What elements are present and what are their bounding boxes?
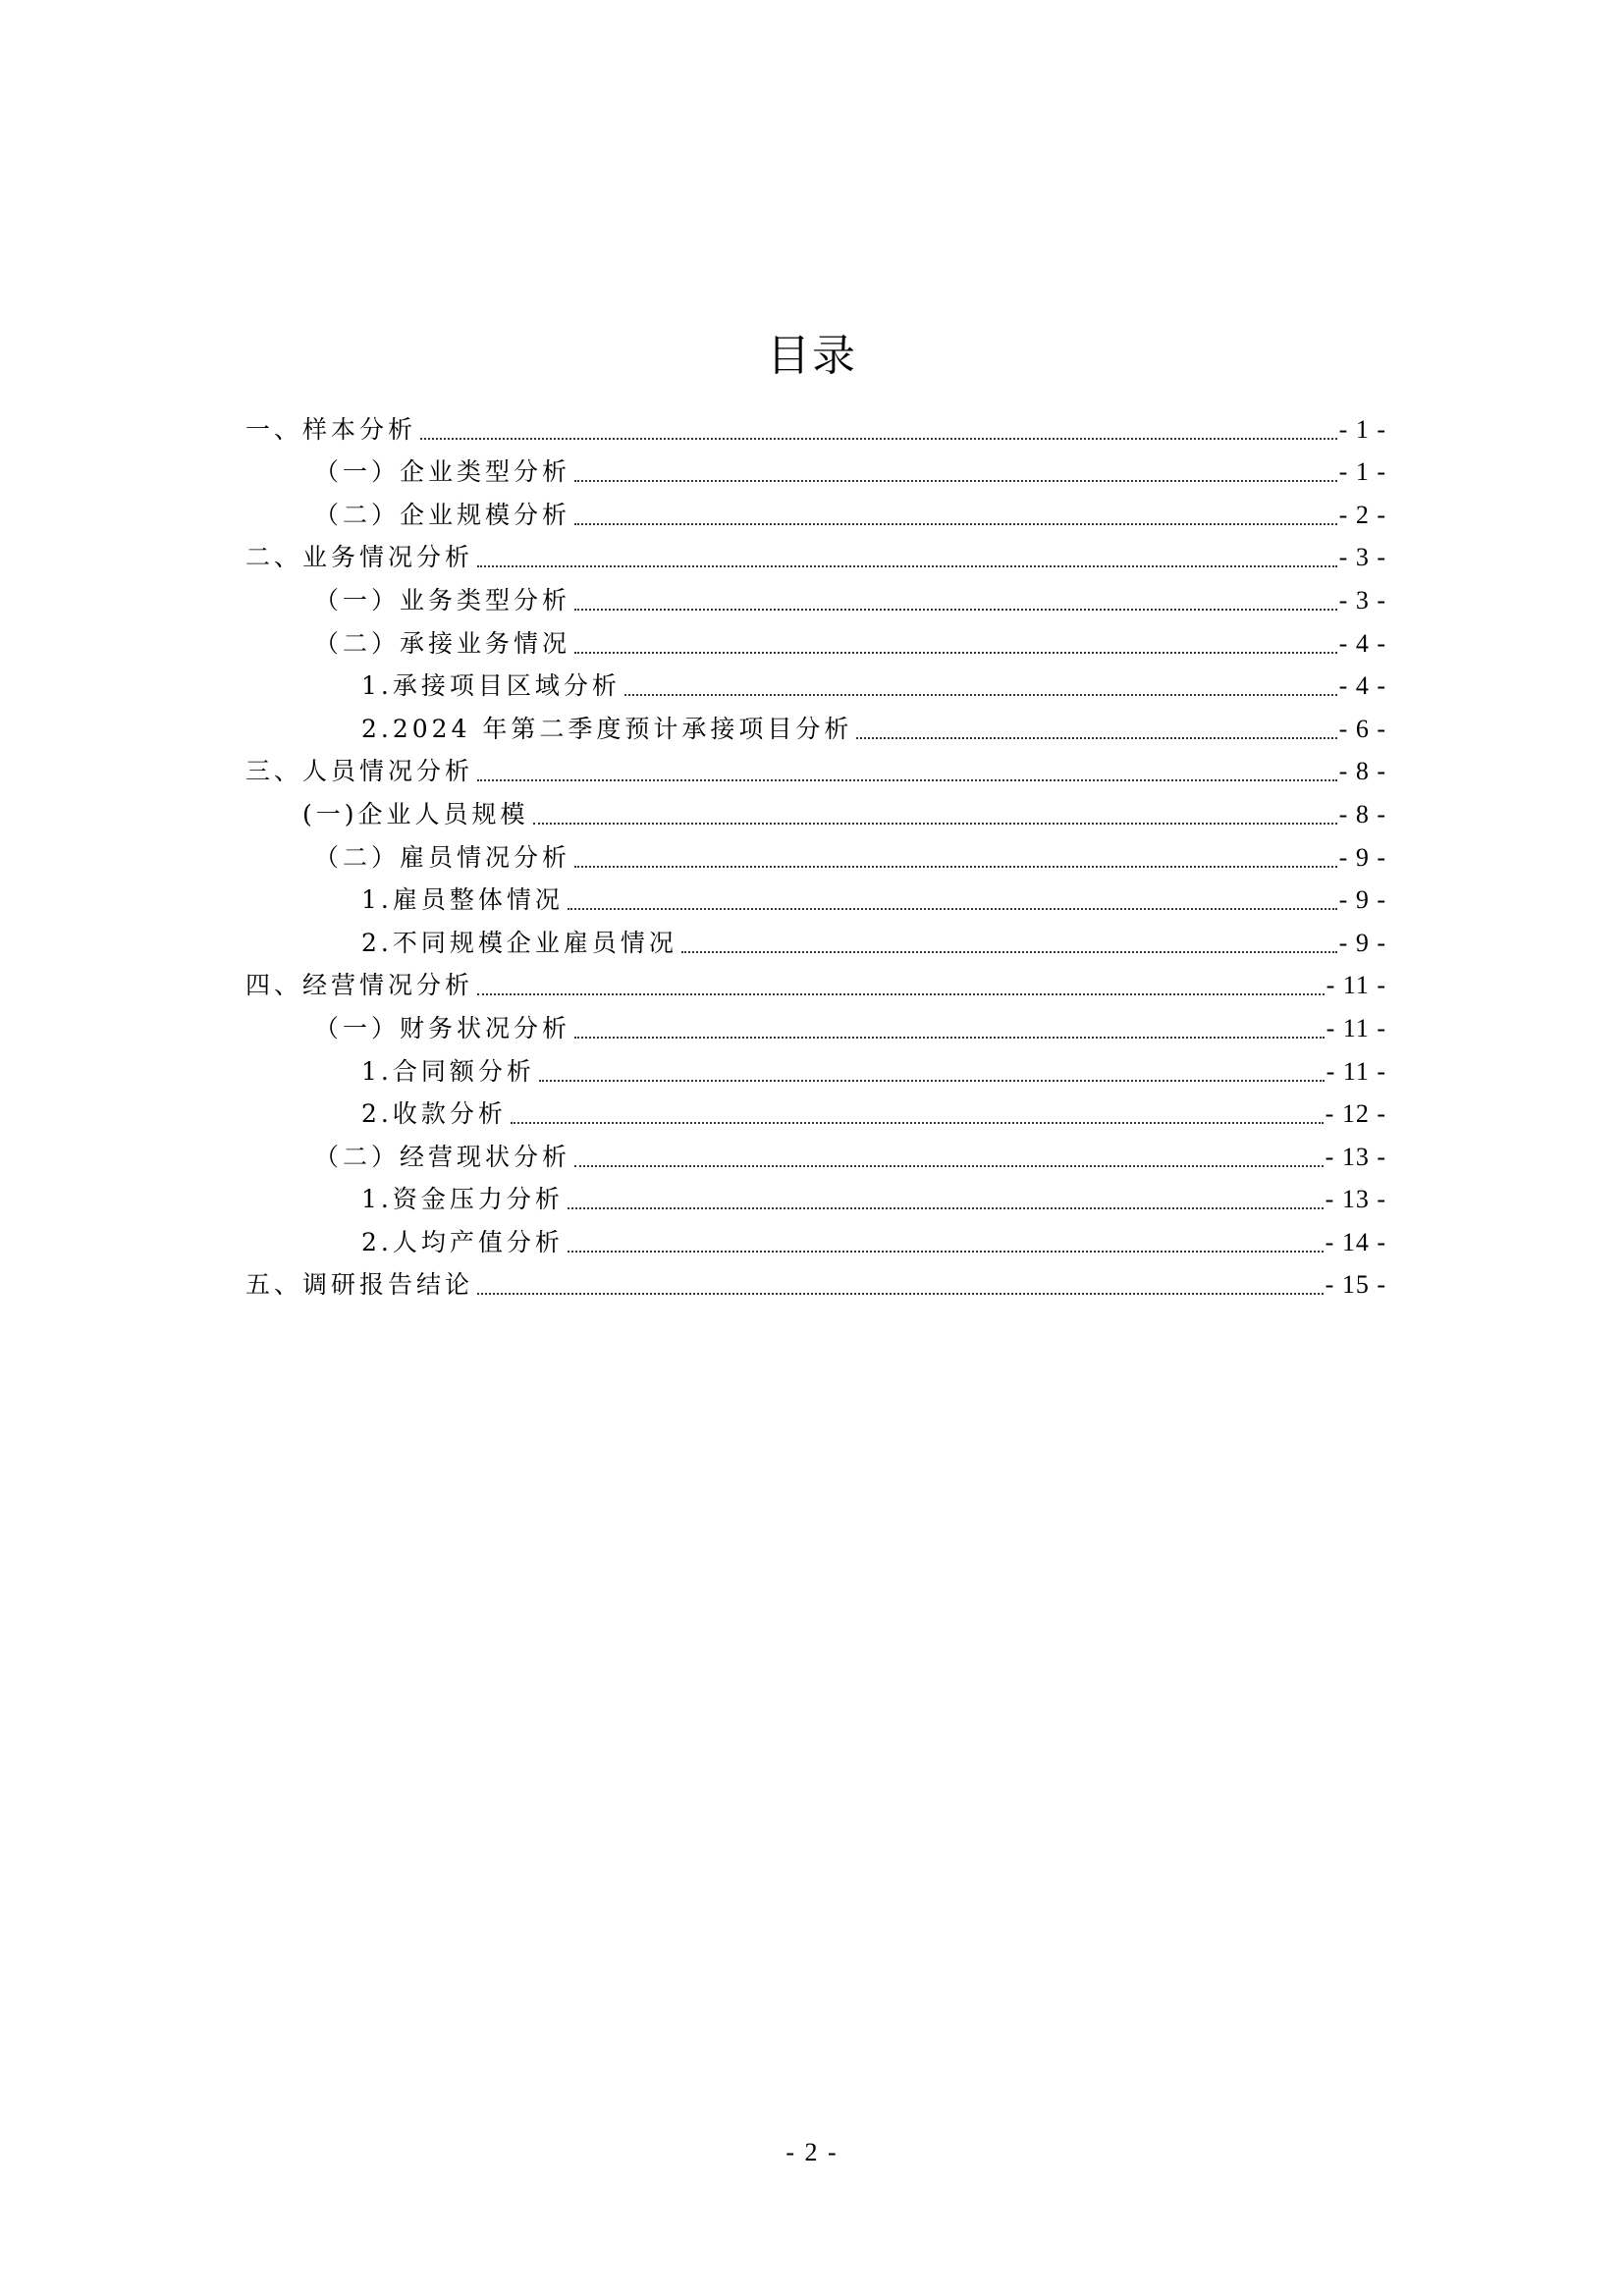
toc-entry-page: - 9 - <box>1338 928 1386 957</box>
toc-entry-page: - 14 - <box>1325 1227 1386 1256</box>
toc-entry[interactable] <box>245 1045 1386 1089</box>
toc-entry-text: （二）经营现状分析 <box>314 1142 571 1171</box>
toc-entry-page: - 4 - <box>1338 671 1386 701</box>
toc-dot-leader <box>574 1037 1325 1039</box>
toc-entry[interactable] <box>245 788 1386 831</box>
toc-entry-text: (一)企业人员规模 <box>302 799 529 828</box>
toc-dot-leader <box>624 694 1337 696</box>
toc-entry-page: - 3 - <box>1338 543 1386 572</box>
toc-entry-page: - 8 - <box>1338 799 1386 828</box>
toc-entry-text: （一）业务类型分析 <box>314 585 571 614</box>
toc-entry[interactable] <box>245 489 1386 532</box>
toc-entry-text: 二、业务情况分析 <box>245 543 474 572</box>
toc-dot-leader <box>856 737 1336 739</box>
toc-entry[interactable] <box>245 403 1386 447</box>
toc-entry-page: - 12 - <box>1325 1099 1386 1129</box>
toc-entry[interactable] <box>245 875 1386 918</box>
toc-entry-page: - 13 - <box>1325 1142 1386 1171</box>
toc-dot-leader <box>568 1251 1324 1253</box>
toc-entry[interactable] <box>245 1216 1386 1259</box>
toc-dot-leader <box>477 993 1325 995</box>
toc-entry-text: 2.收款分析 <box>361 1099 507 1129</box>
toc-entry[interactable] <box>245 617 1386 661</box>
toc-entry-page: - 15 - <box>1325 1270 1386 1300</box>
toc-dot-leader <box>574 523 1337 525</box>
toc-dot-leader <box>574 480 1337 482</box>
toc-entry[interactable] <box>245 831 1386 875</box>
toc-title: 目录 <box>767 331 857 381</box>
toc-dot-leader <box>477 565 1337 567</box>
toc-entry-page: - 11 - <box>1326 971 1386 1000</box>
toc-entry-page: - 13 - <box>1325 1185 1386 1214</box>
toc-entry[interactable] <box>245 1002 1386 1045</box>
toc-entry-text: 五、调研报告结论 <box>245 1270 474 1300</box>
toc-entry[interactable] <box>245 574 1386 617</box>
toc-entry[interactable] <box>245 1259 1386 1303</box>
toc-entry[interactable] <box>245 746 1386 789</box>
toc-entry-page: - 11 - <box>1326 1013 1386 1042</box>
toc-entry[interactable] <box>245 703 1386 746</box>
toc-entry-text: 四、经营情况分析 <box>245 971 474 1000</box>
toc-entry-page: - 8 - <box>1338 757 1386 786</box>
toc-dot-leader <box>574 866 1337 868</box>
toc-entry-text: （二）雇员情况分析 <box>314 842 571 872</box>
toc-entry-text: （一）财务状况分析 <box>314 1013 571 1042</box>
toc-entry-page: - 1 - <box>1338 457 1386 487</box>
toc-dot-leader <box>568 908 1337 910</box>
toc-dot-leader <box>477 1293 1324 1295</box>
toc-entry[interactable] <box>245 1089 1386 1132</box>
toc-entry-page: - 4 - <box>1338 628 1386 658</box>
toc-entry[interactable] <box>245 1174 1386 1217</box>
toc-dot-leader <box>477 779 1337 781</box>
toc-entry-text: 2.人均产值分析 <box>361 1227 564 1256</box>
page-number: - 2 - <box>785 2138 839 2166</box>
toc-entry-text: （一）企业类型分析 <box>314 457 571 487</box>
toc-entry-text: （二）企业规模分析 <box>314 500 571 529</box>
toc-dot-leader <box>539 1080 1325 1082</box>
toc-dot-leader <box>681 951 1337 953</box>
toc-entry-page: - 9 - <box>1338 842 1386 872</box>
toc-entry-text: 1.雇员整体情况 <box>361 885 564 915</box>
toc-dot-leader <box>420 438 1337 440</box>
toc-entry-text: 1.合同额分析 <box>361 1056 535 1086</box>
toc-dot-leader <box>533 823 1337 825</box>
toc-entry-text: 1.承接项目区域分析 <box>361 671 621 701</box>
toc-entry-text: 一、样本分析 <box>245 414 417 444</box>
toc-entry-text: 2.2024 年第二季度预计承接项目分析 <box>361 714 853 743</box>
toc-dot-leader <box>574 609 1337 611</box>
toc-dot-leader <box>568 1207 1324 1209</box>
toc-entry-page: - 11 - <box>1326 1056 1386 1086</box>
toc-entry-page: - 1 - <box>1338 414 1386 444</box>
toc-entry[interactable] <box>245 532 1386 575</box>
toc-dot-leader <box>574 1165 1324 1167</box>
toc-dot-leader <box>511 1122 1324 1124</box>
toc-entry-page: - 3 - <box>1338 585 1386 614</box>
toc-entry-page: - 9 - <box>1338 885 1386 915</box>
toc-entry-text: 2.不同规模企业雇员情况 <box>361 928 677 957</box>
table-of-contents <box>245 403 1386 1302</box>
toc-entry-text: （二）承接业务情况 <box>314 628 571 658</box>
toc-entry-text: 三、人员情况分析 <box>245 757 474 786</box>
toc-entry-page: - 2 - <box>1338 500 1386 529</box>
toc-entry[interactable] <box>245 960 1386 1003</box>
toc-entry[interactable] <box>245 447 1386 490</box>
toc-entry[interactable] <box>245 1131 1386 1174</box>
toc-entry[interactable] <box>245 661 1386 704</box>
toc-dot-leader <box>574 652 1337 654</box>
toc-entry[interactable] <box>245 917 1386 960</box>
toc-entry-text: 1.资金压力分析 <box>361 1185 564 1214</box>
toc-entry-page: - 6 - <box>1338 714 1386 743</box>
